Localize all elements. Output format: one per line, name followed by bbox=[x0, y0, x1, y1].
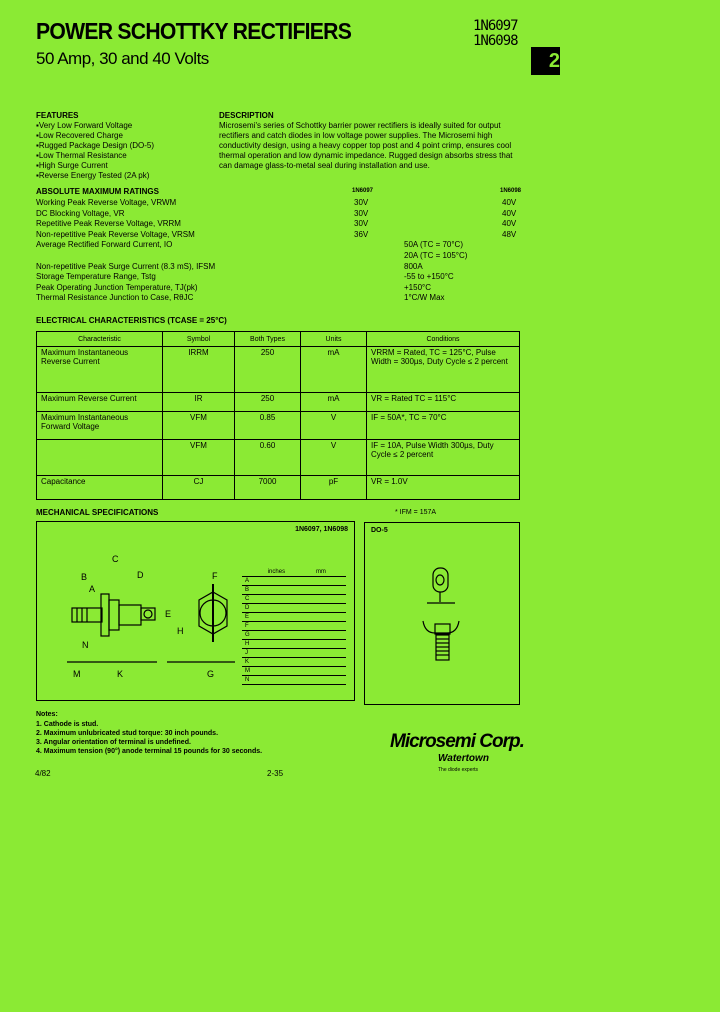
rating-value-1n6098: 48V bbox=[502, 229, 517, 239]
rating-value-1n6098: 40V bbox=[502, 198, 517, 207]
cell-val: 250 bbox=[235, 347, 301, 393]
cell-val: 7000 bbox=[235, 476, 301, 500]
package-label: DO-5 bbox=[371, 527, 388, 534]
dim-row bbox=[242, 649, 346, 658]
dim-label-g: G bbox=[207, 669, 215, 679]
rating-value: +150°C bbox=[404, 282, 431, 292]
cell-char: Capacitance bbox=[37, 476, 163, 500]
cell-unit: mA bbox=[301, 393, 367, 412]
rating-label: Average Rectified Forward Current, IO bbox=[36, 240, 173, 250]
description-line: conductivity design, using a heavy copper top post and 4 point crimp, ensures cool bbox=[219, 141, 512, 150]
notes-heading: Notes: bbox=[36, 711, 58, 718]
rating-value: 1°C/W Max bbox=[404, 293, 445, 303]
cell-sym: CJ bbox=[163, 476, 235, 500]
ratings-list bbox=[36, 198, 526, 304]
rating-label: Thermal Resistance Junction to Case, RθJC bbox=[36, 293, 194, 303]
note-item: 4. Maximum tension (90°) anode terminal 15 pounds for 30 seconds. bbox=[36, 748, 263, 755]
cell-unit: V bbox=[301, 440, 367, 476]
do5-package-drawing bbox=[365, 523, 519, 704]
company-tagline: The diode experts bbox=[438, 767, 479, 773]
rating-row bbox=[36, 219, 526, 230]
rating-value: 50A (TC = 70°C) bbox=[404, 240, 463, 250]
feature-item: ▪ Very Low Forward Voltage bbox=[36, 121, 154, 131]
dim-letter: D bbox=[242, 604, 265, 613]
table-row bbox=[37, 412, 520, 440]
cell-char: Maximum Instantaneous Reverse Current bbox=[37, 347, 163, 393]
dim-label-e: E bbox=[165, 609, 172, 619]
feature-item: ▪ Low Thermal Resistance bbox=[36, 151, 154, 161]
rating-value-1n6097: 30V bbox=[354, 198, 369, 207]
rating-label: Peak Operating Junction Temperature, TJ(pk) bbox=[36, 282, 198, 292]
dim-letter: A bbox=[242, 577, 265, 586]
table-row bbox=[37, 393, 520, 412]
dim-label-c: C bbox=[112, 554, 119, 564]
table-row bbox=[37, 347, 520, 393]
dim-letter: N bbox=[242, 676, 265, 685]
rating-row bbox=[36, 251, 526, 262]
rating-label: Storage Temperature Range, Tstg bbox=[36, 272, 156, 282]
do5-package-box bbox=[364, 522, 520, 705]
dim-letter: G bbox=[242, 631, 265, 640]
electrical-footnote: * IFM = 157A bbox=[395, 509, 437, 516]
ratings-heading: ABSOLUTE MAXIMUM RATINGS bbox=[36, 187, 159, 196]
dim-label-f: F bbox=[212, 571, 218, 581]
dim-row bbox=[242, 586, 346, 595]
col-header: Symbol bbox=[163, 332, 235, 347]
table-row bbox=[37, 440, 520, 476]
footer-page-number: 2-35 bbox=[267, 769, 284, 778]
feature-item: ▪ Rugged Package Design (DO-5) bbox=[36, 141, 154, 151]
dim-letter: B bbox=[242, 586, 265, 595]
dim-label-m: M bbox=[73, 669, 81, 679]
cell-sym: IR bbox=[163, 393, 235, 412]
electrical-table bbox=[36, 331, 520, 500]
dim-row bbox=[242, 640, 346, 649]
feature-item: ▪ Low Recovered Charge bbox=[36, 131, 154, 141]
description-text bbox=[219, 121, 513, 171]
cell-val: 0.85 bbox=[235, 412, 301, 440]
cell-cond: VR = Rated TC = 115°C bbox=[367, 393, 520, 412]
section-tab: 2 bbox=[531, 47, 560, 75]
dim-row bbox=[242, 658, 346, 667]
dim-letter: F bbox=[242, 622, 265, 631]
dim-letter: E bbox=[242, 613, 265, 622]
package-outline-drawing bbox=[37, 522, 237, 700]
mechanical-drawing-box bbox=[36, 521, 355, 701]
cell-char: Maximum Instantaneous Forward Voltage bbox=[37, 412, 163, 440]
rating-label: Repetitive Peak Reverse Voltage, VRRM bbox=[36, 219, 181, 229]
dim-label-n: N bbox=[82, 640, 89, 650]
description-line: Microsemi's series of Schottky barrier power rectifiers is ideally suited for output bbox=[219, 121, 501, 130]
rating-row bbox=[36, 293, 526, 304]
note-item: 3. Angular orientation of terminal is undefined. bbox=[36, 739, 191, 746]
dim-label-d: D bbox=[137, 570, 144, 580]
dim-row bbox=[242, 604, 346, 613]
rating-row bbox=[36, 272, 526, 283]
rating-row bbox=[36, 209, 526, 220]
rating-row bbox=[36, 262, 526, 273]
mechanical-heading: MECHANICAL SPECIFICATIONS bbox=[36, 508, 159, 517]
rating-value-1n6098: 40V bbox=[502, 219, 517, 229]
electrical-heading: ELECTRICAL CHARACTERISTICS (TCASE = 25°C) bbox=[36, 316, 227, 325]
dim-label-h: H bbox=[177, 626, 184, 636]
company-location: Watertown bbox=[438, 753, 489, 764]
cell-unit: V bbox=[301, 412, 367, 440]
description-line: can damage glass-to-metal seal during installation and use. bbox=[219, 161, 430, 170]
dim-header bbox=[242, 568, 265, 577]
table-row bbox=[37, 476, 520, 500]
cell-cond: IF = 10A, Pulse Width 300µs, Duty Cycle ≤ 2 percent bbox=[367, 440, 520, 476]
dim-row bbox=[242, 622, 346, 631]
feature-item: ▪ Reverse Energy Tested (2A pk) bbox=[36, 171, 154, 181]
description-line: rectifiers and catch diodes in low voltage power supplies. The Microsemi high bbox=[219, 131, 493, 140]
features-list bbox=[36, 121, 154, 181]
dimension-table bbox=[242, 568, 346, 685]
cell-cond: IF = 50A*, TC = 70°C bbox=[367, 412, 520, 440]
dim-row bbox=[242, 613, 346, 622]
rating-row bbox=[36, 283, 526, 294]
col-header: Units bbox=[301, 332, 367, 347]
col-header: Both Types bbox=[235, 332, 301, 347]
dim-label-k: K bbox=[117, 669, 124, 679]
cell-sym: VFM bbox=[163, 412, 235, 440]
part-number-2: 1N6098 bbox=[473, 33, 518, 49]
rating-label: Working Peak Reverse Voltage, VRWM bbox=[36, 198, 177, 207]
dim-row bbox=[242, 676, 346, 685]
rating-value-1n6097: 30V bbox=[354, 208, 369, 218]
col-header: Conditions bbox=[367, 332, 520, 347]
page-subtitle: 50 Amp, 30 and 40 Volts bbox=[36, 49, 209, 68]
part-number-1: 1N6097 bbox=[473, 18, 518, 34]
rating-value-1n6097: 30V bbox=[354, 219, 369, 229]
feature-item: ▪ High Surge Current bbox=[36, 161, 154, 171]
cell-sym: VFM bbox=[163, 440, 235, 476]
notes-list bbox=[36, 720, 262, 756]
cell-val: 0.60 bbox=[235, 440, 301, 476]
col-header: Characteristic bbox=[37, 332, 163, 347]
rating-label: DC Blocking Voltage, VR bbox=[36, 208, 125, 218]
dim-header: mm bbox=[313, 568, 346, 577]
dim-label-a: A bbox=[89, 584, 96, 594]
page-title: POWER SCHOTTKY RECTIFIERS bbox=[36, 18, 352, 44]
cell-char bbox=[37, 440, 163, 476]
rating-label: Non-repetitive Peak Reverse Voltage, VRSM bbox=[36, 229, 195, 239]
description-line: thermal operation and low dynamic impedance. Rugged design absorbs stress that bbox=[219, 151, 513, 160]
note-item: 2. Maximum unlubricated stud torque: 30 inch pounds. bbox=[36, 730, 219, 737]
cell-sym: IRRM bbox=[163, 347, 235, 393]
rating-value-1n6097: 36V bbox=[354, 229, 369, 239]
rating-value: -55 to +150°C bbox=[404, 272, 454, 282]
rating-row bbox=[36, 240, 526, 251]
mechanical-parts: 1N6097, 1N6098 bbox=[295, 526, 348, 533]
rating-value-1n6098: 40V bbox=[502, 208, 517, 218]
dim-letter: J bbox=[242, 649, 265, 658]
rating-value: 20A (TC = 105°C) bbox=[404, 250, 468, 260]
rating-value: 800A bbox=[404, 261, 423, 271]
note-item: 1. Cathode is stud. bbox=[36, 721, 99, 728]
rating-label: Non-repetitive Peak Surge Current (8.3 mS), IFSM bbox=[36, 261, 216, 271]
company-logo: Microsemi Corp. bbox=[390, 731, 524, 752]
cell-char: Maximum Reverse Current bbox=[37, 393, 163, 412]
dim-letter: M bbox=[242, 667, 265, 676]
features-heading: FEATURES bbox=[36, 111, 79, 120]
cell-unit: mA bbox=[301, 347, 367, 393]
dim-row bbox=[242, 667, 346, 676]
dim-header: inches bbox=[265, 568, 313, 577]
dim-row bbox=[242, 631, 346, 640]
cell-cond: VRRM = Rated, TC = 125°C, Pulse Width = 300µs, Duty Cycle ≤ 2 percent bbox=[367, 347, 520, 393]
rating-row bbox=[36, 198, 526, 209]
description-heading: DESCRIPTION bbox=[219, 111, 274, 120]
cell-val: 250 bbox=[235, 393, 301, 412]
footer-date: 4/82 bbox=[35, 769, 51, 778]
ratings-col-2: 1N6098 bbox=[500, 188, 522, 194]
cell-unit: pF bbox=[301, 476, 367, 500]
dim-row bbox=[242, 595, 346, 604]
dim-letter: H bbox=[242, 640, 265, 649]
dim-letter: K bbox=[242, 658, 265, 667]
dim-letter: C bbox=[242, 595, 265, 604]
rating-row bbox=[36, 230, 526, 241]
dim-label-b: B bbox=[81, 572, 88, 582]
dim-row bbox=[242, 577, 346, 586]
ratings-col-1: 1N6097 bbox=[352, 188, 374, 194]
cell-cond: VR = 1.0V bbox=[367, 476, 520, 500]
